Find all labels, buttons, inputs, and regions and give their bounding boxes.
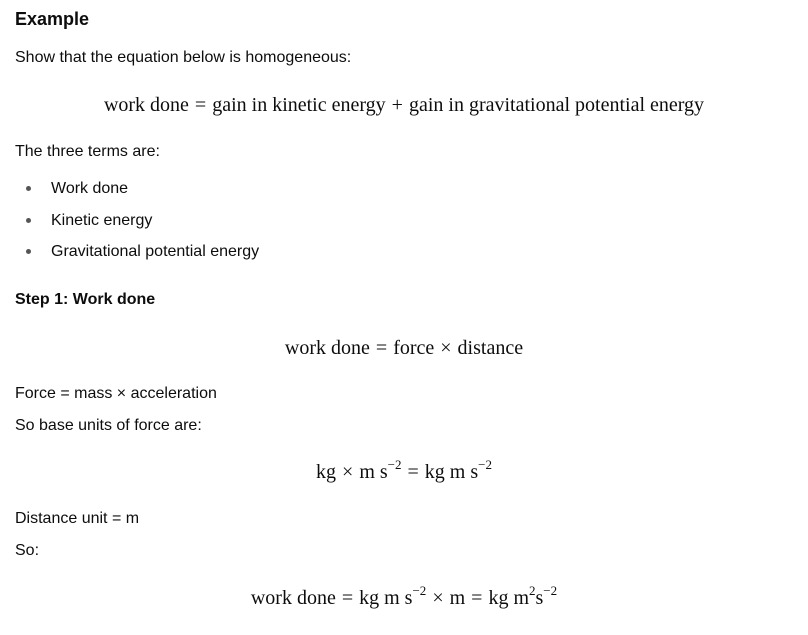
- force-definition: Force = mass × acceleration: [15, 385, 217, 402]
- equals-sign: =: [375, 337, 388, 359]
- so-text: So:: [15, 542, 40, 559]
- plus-sign: +: [391, 94, 403, 116]
- unit-kg: kg: [316, 461, 337, 483]
- term-label: Kinetic energy: [51, 211, 153, 229]
- equals-sign: =: [194, 94, 207, 116]
- example-heading: Example: [15, 9, 90, 29]
- equals-sign: =: [471, 587, 483, 609]
- eq-force: force: [393, 337, 435, 359]
- term-label: Gravitational potential energy: [51, 243, 260, 260]
- bullet-icon: [26, 249, 31, 254]
- step1-heading: Step 1: Work done: [15, 291, 156, 308]
- list-item: [0, 177, 259, 209]
- unit-kgms: kg m s: [359, 587, 413, 609]
- exponent: −2: [412, 583, 427, 598]
- exponent: −2: [478, 457, 492, 472]
- work-units-equation: [0, 583, 808, 610]
- unit-ms: m s: [359, 461, 388, 483]
- unit-kgm: kg m: [488, 587, 529, 609]
- times-sign: ×: [432, 587, 444, 609]
- unit-m: m: [449, 587, 466, 609]
- equals-sign: =: [341, 587, 354, 609]
- distance-unit: Distance unit = m: [15, 510, 140, 527]
- terms-intro: The three terms are:: [15, 143, 160, 160]
- eq-term-kinetic: gain in kinetic energy: [212, 94, 386, 116]
- bullet-icon: [26, 218, 31, 223]
- intro-text: Show that the equation below is homogeneous:: [15, 49, 352, 66]
- eq-lhs: work done: [103, 94, 189, 116]
- times-sign: ×: [440, 337, 452, 359]
- terms-list: [0, 177, 259, 272]
- list-item: [0, 209, 259, 241]
- list-item: [0, 240, 259, 272]
- work-done-equation: [0, 337, 808, 360]
- eq-term-gravitational: gain in gravitational potential energy: [408, 94, 705, 116]
- exponent: −2: [387, 457, 402, 472]
- times-sign: ×: [342, 461, 354, 483]
- exponent: −2: [543, 583, 558, 598]
- term-label: Work done: [51, 180, 129, 197]
- homogeneity-equation: [0, 94, 808, 117]
- exponent: 2: [529, 583, 536, 598]
- equals-sign: =: [407, 461, 419, 483]
- force-units-equation: [0, 457, 808, 484]
- unit-kgms: kg m s: [424, 461, 479, 483]
- eq-lhs: work done: [284, 337, 370, 359]
- eq-lhs: work done: [250, 587, 336, 609]
- bullet-icon: [26, 186, 31, 191]
- base-units-intro: So base units of force are:: [15, 417, 202, 434]
- unit-s: s: [535, 587, 544, 609]
- eq-distance: distance: [457, 337, 524, 359]
